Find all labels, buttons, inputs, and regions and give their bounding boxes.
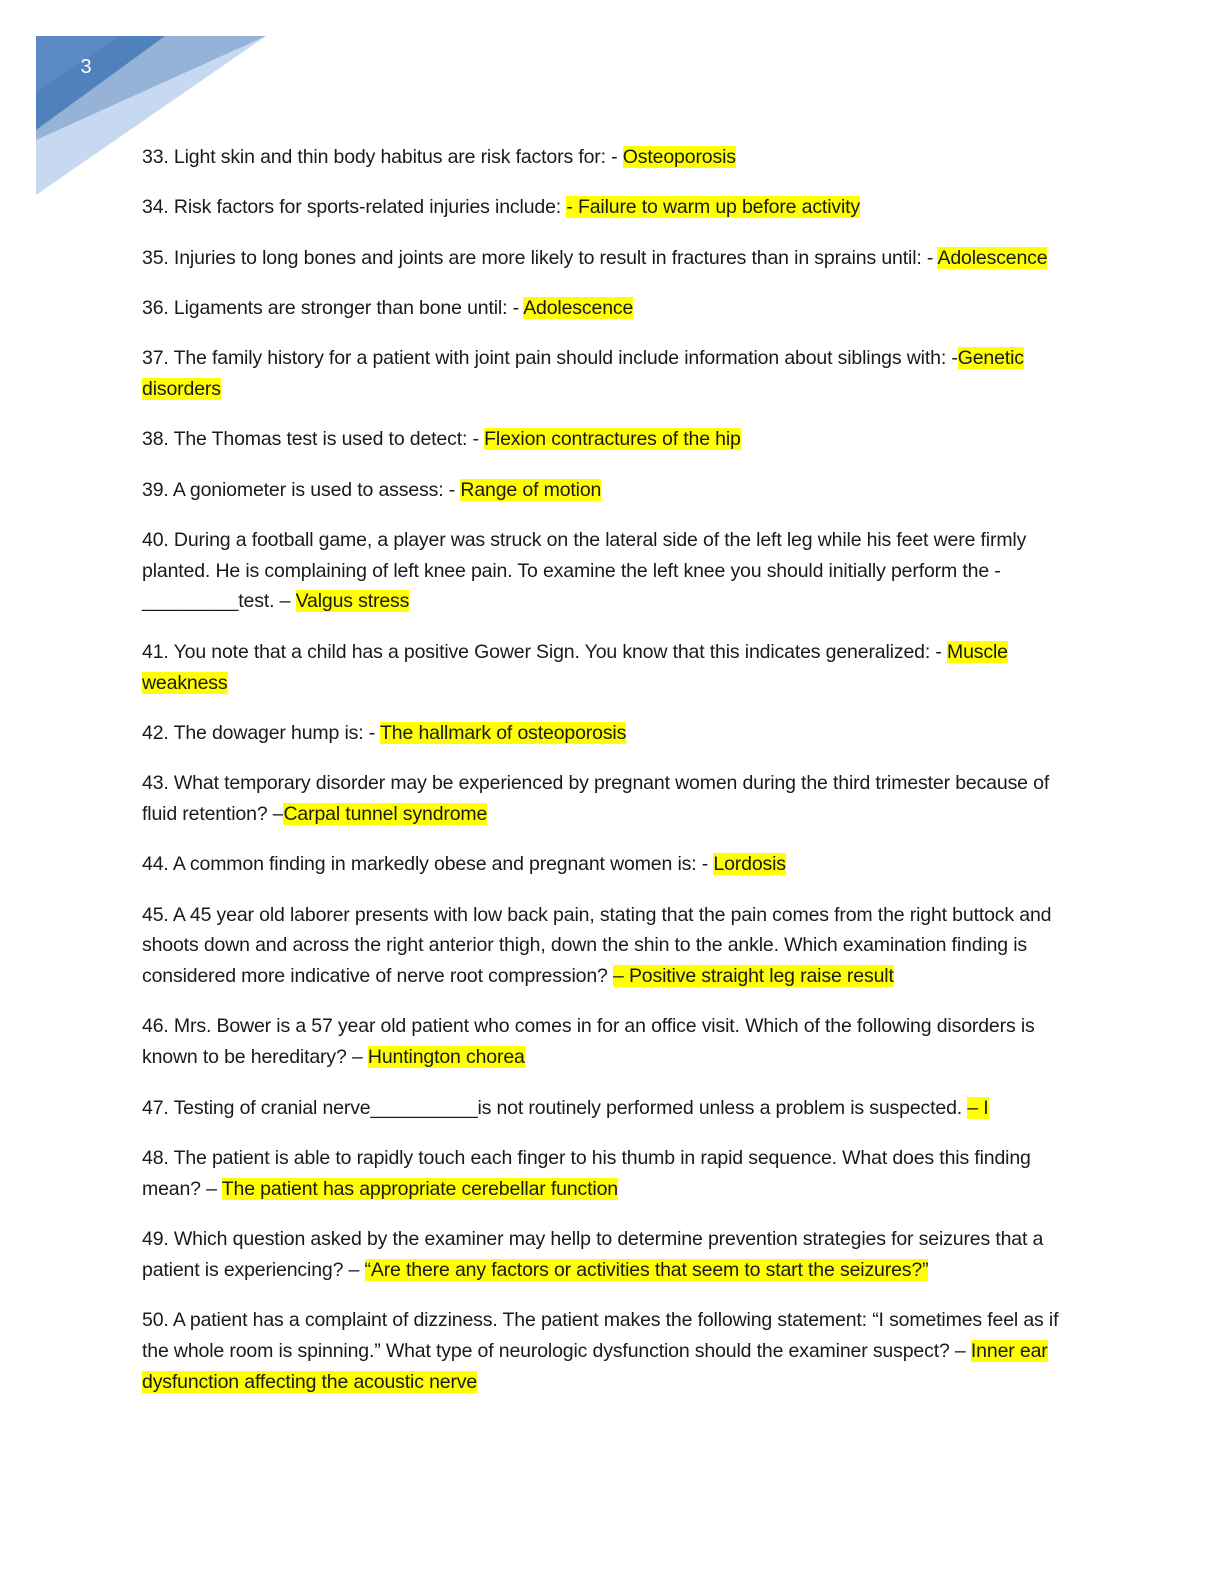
highlighted-answer: Osteoporosis	[622, 146, 736, 168]
highlighted-answer: “Are there any factors or activities that seem to start the seizures?”	[364, 1258, 929, 1281]
highlighted-answer: Range of motion	[460, 478, 602, 501]
question-text: 46. Mrs. Bower is a 57 year old patient who comes in for an office visit. Which of the following disorders is known to be hereditary? –	[142, 1015, 1035, 1069]
question-item-41	[142, 637, 1072, 699]
highlighted-answer: Inner ear dysfunction affecting the acoustic nerve	[142, 1339, 1048, 1393]
question-item-40	[142, 525, 1072, 617]
highlighted-answer: Lordosis	[713, 853, 786, 876]
highlighted-answer: Carpal tunnel syndrome	[283, 802, 488, 825]
highlighted-answer: Valgus stress	[295, 590, 410, 613]
question-text: 49. Which question asked by the examiner may hellp to determine prevention strategies for seizures that a patient is experiencing? –	[142, 1227, 1044, 1281]
question-item-33	[142, 142, 1072, 173]
question-text: 44. A common finding in markedly obese and pregnant women is: -	[142, 853, 714, 876]
page-number: 3	[80, 56, 92, 78]
question-text: 36. Ligaments are stronger than bone until: -	[142, 296, 524, 319]
question-text: 43. What temporary disorder may be experienced by pregnant women during the third trimester because of fluid retention? –	[142, 772, 1050, 825]
question-text: 35. Injuries to long bones and joints are more likely to result in fractures than in sprains until: -	[142, 246, 938, 269]
highlighted-answer: Flexion contractures of the hip	[484, 428, 741, 451]
question-list	[142, 142, 1072, 1417]
question-item-34	[142, 192, 1072, 223]
question-item-47	[142, 1093, 1072, 1124]
highlighted-answer: Adolescence	[937, 246, 1048, 269]
highlighted-answer: Muscle weakness	[142, 640, 1008, 694]
question-item-43	[142, 768, 1072, 830]
question-item-38	[142, 424, 1072, 455]
question-text: 40. During a football game, a player was struck on the lateral side of the left leg while his feet were firmly planted. He is complaining of left knee pain. To examine the left knee you should initially perform the - _________test. –	[142, 528, 1027, 613]
question-item-39	[142, 475, 1072, 506]
question-text: 48. The patient is able to rapidly touch each finger to his thumb in rapid sequence. What does this finding mean? –	[142, 1146, 1031, 1200]
highlighted-answer: – I	[967, 1096, 989, 1119]
question-item-50	[142, 1305, 1072, 1397]
highlighted-answer: - Failure to warm up before activity	[566, 196, 861, 219]
question-item-44	[142, 849, 1072, 880]
highlighted-answer: Huntington chorea	[367, 1046, 525, 1069]
question-item-49	[142, 1224, 1072, 1286]
question-text: 37. The family history for a patient with joint pain should include information about siblings with: -	[142, 347, 958, 370]
question-item-37	[142, 343, 1072, 405]
question-text: 38. The Thomas test is used to detect: -	[142, 428, 485, 451]
highlighted-answer: – Positive straight leg raise result	[612, 965, 894, 988]
question-text: 39. A goniometer is used to assess: -	[142, 478, 461, 501]
question-item-46	[142, 1011, 1072, 1073]
highlighted-answer: The patient has appropriate cerebellar function	[221, 1177, 618, 1200]
highlighted-answer: The hallmark of osteoporosis	[380, 721, 627, 744]
question-item-48	[142, 1143, 1072, 1205]
question-text: 34. Risk factors for sports-related injuries include:	[142, 196, 567, 219]
highlighted-answer: Genetic disorders	[142, 347, 1024, 400]
question-item-36	[142, 293, 1072, 324]
question-item-42	[142, 718, 1072, 749]
question-item-45	[142, 900, 1072, 992]
question-item-35	[142, 243, 1072, 274]
highlighted-answer: Adolescence	[523, 296, 634, 319]
question-text: 50. A patient has a complaint of dizziness. The patient makes the following statement: “I sometimes feel as if the whole room is spinning.” What type of neurologic dysfunction should the examiner suspect? –	[142, 1309, 1059, 1362]
question-text: 33. Light skin and thin body habitus are risk factors for: -	[142, 146, 623, 168]
question-text: 42. The dowager hump is: -	[142, 721, 381, 744]
question-text: 41. You note that a child has a positive Gower Sign. You know that this indicates generalized: -	[142, 640, 947, 663]
question-text: 47. Testing of cranial nerve__________is not routinely performed unless a problem is suspected.	[142, 1096, 968, 1119]
question-text: 45. A 45 year old laborer presents with low back pain, stating that the pain comes from the right buttock and shoots down and across the right anterior thigh, down the shin to the ankle. Which examination finding is considered more indicative of nerve root compression?	[142, 903, 1052, 988]
